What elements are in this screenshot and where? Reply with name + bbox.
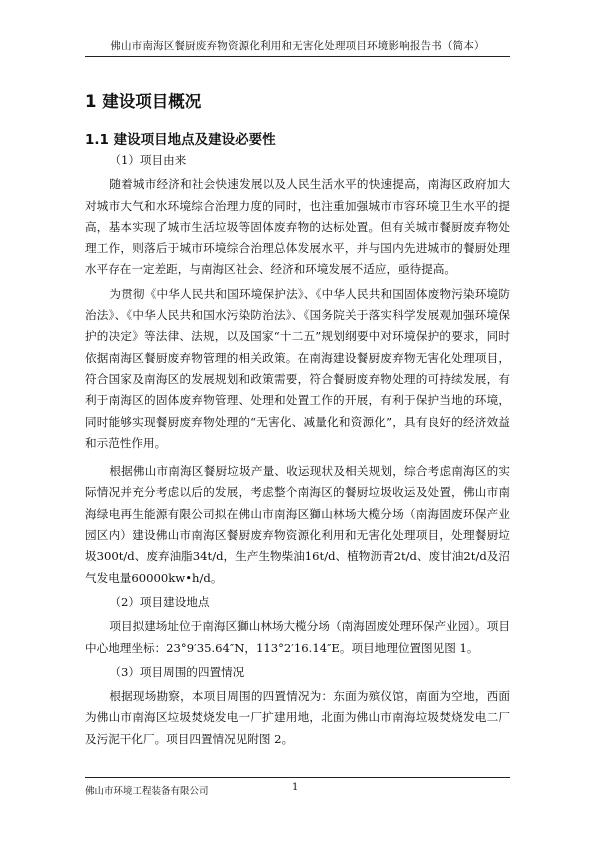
footer-company: 佛山市环境工程装备有限公司 [85,786,209,797]
paragraph: 根据佛山市南海区餐厨垃圾产量、收运现状及相关规划，综合考虑南海区的实际情况并充分考虑以后的发展，考虑整个南海区的餐厨垃圾收运及处置，佛山市南海绿电再生能源有限公司拟在佛山市南海区獅山林场大榄分场（南海固废环保产业园区内）建设佛山市南海区餐厨废弃物资源化利用和无害化处理项目，处理餐厨垃圾300t/d、废弃油脂34t/d，生产生物柴油16t/d、植物沥青2t/d、废甘油2t/d及沼气发电量60000kw•h/d。 [85,464,510,585]
page-number: 1 [292,782,299,793]
paragraph: 根据现场勘察，本项目周围的四置情况为：东面为殡仪馆，南面为空地，西面为佛山市南海区垃圾焚烧发电一厂扩建用地，北面为佛山市南海垃圾焚烧发电二厂及污泥干化厂。项目四置情况见附图 2。 [85,689,510,746]
paragraph: 随着城市经济和社会快速发展以及人民生活水平的快速提高，南海区政府加大对城市大气和水环境综合治理力度的同时，也注重加强城市市容环境卫生水平的提高，基本实现了城市生活垃圾等固体废弃物的达标处置。但有关城市餐厨废弃物处理工作，则落后于城市环境综合治理总体发展水平，并与国内先进城市的餐厨处理水平存在一定差距，与南海区社会、经济和环境发展不适应，亟待提高。 [85,177,510,277]
header-divider [85,56,510,57]
subheading-project-location: （2）项目建设地点 [109,594,210,609]
page-header: 佛山市南海区餐厨废弃物资源化利用和无害化处理项目环境影响报告书（简本） [110,40,485,52]
subheading-project-origin: （1）项目由来 [109,153,187,167]
section-heading: 1.1 建设项目地点及建设必要性 [85,132,276,148]
footer-divider [85,777,510,778]
paragraph: 项目拟建场址位于南海区獅山林场大榄分场（南海固废处理环保产业园）。项目中心地理坐标：23°9′35.64″N，113°2′16.14″E。项目地理位置图见图 1。 [85,619,510,655]
body-content [85,150,510,753]
subheading-surroundings: （3）项目周围的四置情况 [109,664,245,679]
chapter-heading: 1 建设项目概况 [85,92,202,111]
paragraph: 为贯彻《中华人民共和国环境保护法》、《中华人民共和国固体废物污染环境防治法》、《中华人民共和国水污染防治法》、《国务院关于落实科学发展观加强环境保护的决定》等法律、法规，以及国家“十二五”规划纲要中对环境保护的要求，同时依据南海区餐厨废弃物管理的相关政策。在南海建设餐厨废弃物无害化处理项目，符合国家及南海区的发展规划和政策需要，符合餐厨废弃物处理的可持续发展，有利于南海区的固体废弃物管理、处理和处置工作的开展，有利于保护当地的环境，同时能够实现餐厨废弃物处理的“无害化、减量化和资源化”，具有良好的经济效益和示范性作用。 [85,286,510,450]
